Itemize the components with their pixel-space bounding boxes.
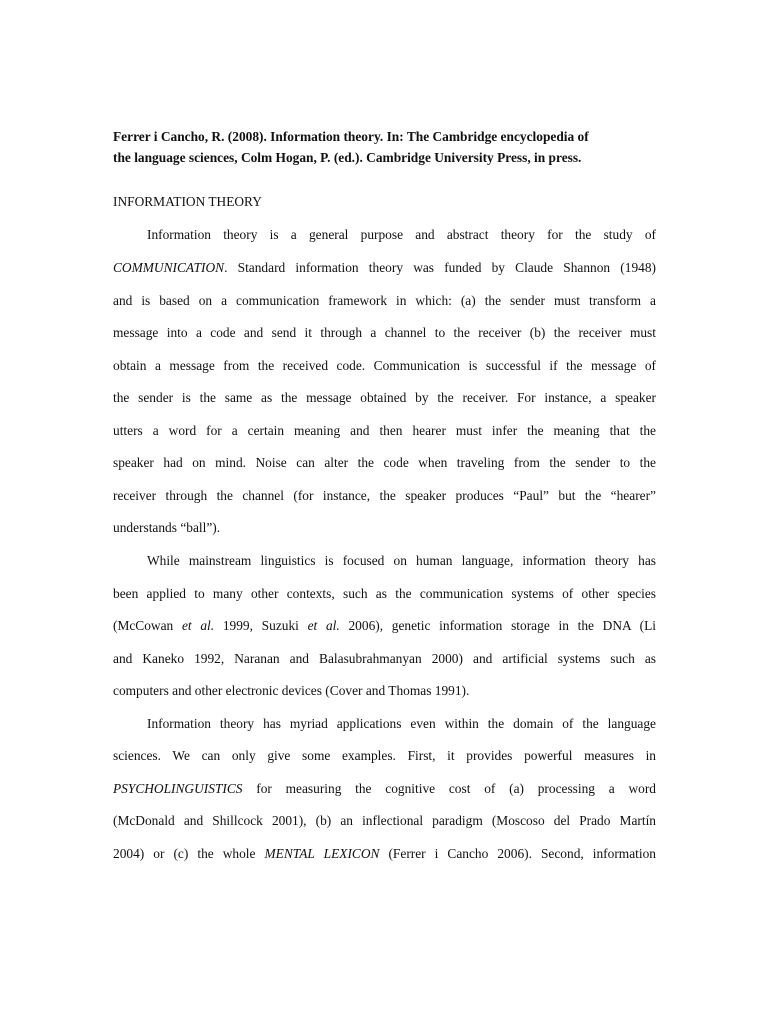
section-heading: INFORMATION THEORY: [113, 194, 262, 209]
paragraph-3-line: sciences. We can only give some examples. First, it provides powerful measures in: [113, 748, 656, 763]
emphasis-term: PSYCHOLINGUISTICS: [113, 781, 243, 796]
paragraph-1-line: message into a code and send it through a channel to the receiver (b) the receiver must: [113, 325, 656, 340]
emphasis-term: COMMUNICATION: [113, 260, 225, 275]
text-run: 2004) or (c) the whole: [113, 846, 265, 861]
paragraph-1-line: receiver through the channel (for instance, the speaker produces “Paul” but the “hearer”: [113, 488, 656, 503]
text-run: . Standard information theory was funded by Claude Shannon (1948): [224, 260, 656, 275]
paragraph-3-line: (McDonald and Shillcock 2001), (b) an inflectional paradigm (Moscoso del Prado Martín: [113, 813, 656, 828]
paragraph-2-line: and Kaneko 1992, Naranan and Balasubrahmanyan 2000) and artificial systems such as: [113, 651, 656, 666]
paragraph-2-line: computers and other electronic devices (Cover and Thomas 1991).: [113, 683, 470, 698]
text-run: for measuring the cognitive cost of (a) processing a word: [242, 781, 656, 796]
paragraph-1-line: Information theory is a general purpose and abstract theory for the study of: [147, 227, 656, 242]
paragraph-1-line: the sender is the same as the message obtained by the receiver. For instance, a speaker: [113, 390, 656, 405]
emphasis-term: MENTAL LEXICON: [264, 846, 380, 861]
text-run: (Ferrer i Cancho 2006). Second, information: [379, 846, 656, 861]
citation-block: [113, 126, 656, 168]
paragraph-1-line: understands “ball”).: [113, 520, 221, 535]
emphasis-term: et al.: [181, 618, 215, 633]
emphasis-term: et al.: [307, 618, 340, 633]
paragraph-1-line: [113, 259, 656, 277]
paragraph-1-line: speaker had on mind. Noise can alter the code when traveling from the sender to the: [113, 455, 656, 470]
paragraph-2-line: While mainstream linguistics is focused on human language, information theory has: [147, 553, 656, 568]
paragraph-3-line: [113, 845, 656, 863]
text-run: 1999, Suzuki: [214, 618, 308, 633]
paragraph-3-line: [113, 780, 656, 798]
paragraph-1-line: utters a word for a certain meaning and then hearer must infer the meaning that the: [113, 423, 656, 438]
paragraph-2-line: been applied to many other contexts, such as the communication systems of other species: [113, 586, 656, 601]
citation-line: the language sciences, Colm Hogan, P. (ed.). Cambridge University Press, in press.: [113, 150, 582, 165]
paragraph-1-line: and is based on a communication framework in which: (a) the sender must transform a: [113, 293, 656, 308]
text-run: (McCowan: [113, 618, 182, 633]
paragraph-2-line: [113, 617, 656, 635]
paragraph-3-line: Information theory has myriad applications even within the domain of the language: [147, 716, 656, 731]
citation-line: Ferrer i Cancho, R. (2008). Information theory. In: The Cambridge encyclopedia of: [113, 129, 589, 144]
paragraph-1-line: obtain a message from the received code. Communication is successful if the message of: [113, 358, 656, 373]
text-run: 2006), genetic information storage in the DNA (Li: [339, 618, 657, 633]
